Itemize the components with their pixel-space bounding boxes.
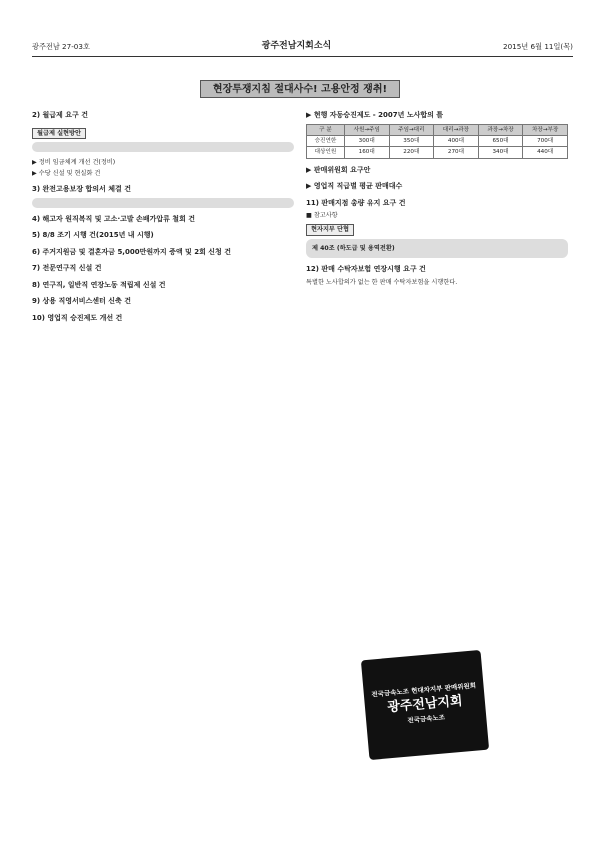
- table-cell: 650대: [478, 135, 523, 146]
- table-cell: 700대: [523, 135, 568, 146]
- table-header-cell: 과장→차장: [478, 124, 523, 135]
- section-4-heading: 4) 해고자 원직복직 및 고소·고발 손배가압류 철회 건: [32, 214, 196, 223]
- monthly-pay-box: [32, 142, 294, 152]
- newsletter-title: 광주전남지회소식: [261, 41, 332, 52]
- section-10-heading: 10) 영업직 승진제도 개선 건: [32, 313, 123, 322]
- masthead: [32, 40, 573, 54]
- section-5-heading: 5) 8/8 조기 시행 건(2015년 내 시행): [32, 231, 154, 240]
- section-12-heading: 12) 판매 수탁자보험 연장시행 요구 건: [306, 265, 426, 274]
- headline-banner: 현장투쟁지침 절대사수! 고용안정 쟁취!: [200, 80, 400, 98]
- table3-heading: ▶ 영업직 직급별 평균 판매대수: [306, 182, 403, 191]
- table-header-cell: 대리→과장: [434, 124, 479, 135]
- table-cell: 350대: [389, 135, 434, 146]
- union-agreement-tag: 현자지부 단협: [306, 224, 354, 235]
- table-row: [307, 135, 568, 146]
- table-cell: 300대: [344, 135, 389, 146]
- article-40-title: 제 40조 (하도급 및 용역전환): [312, 244, 395, 252]
- bullet-maintenance-pay: ▶ 정비 임금체계 개선 건(정비): [32, 158, 116, 166]
- table-row: [307, 147, 568, 158]
- promotion-table: [306, 124, 568, 159]
- left-column: [32, 104, 294, 326]
- table-header-cell: 구 분: [307, 124, 345, 135]
- table-header-cell: 차장→부장: [523, 124, 568, 135]
- section-7-heading: 7) 전문연구직 신설 건: [32, 264, 102, 273]
- bullet-allowance: ▶ 수당 신설 및 현실화 건: [32, 170, 101, 178]
- logo-bottom-text: 전국금속노조: [407, 713, 446, 725]
- logo-top-text: 전국금속노조 현대차지부 판매위원회: [371, 680, 477, 699]
- right-column: [306, 104, 568, 291]
- table-header-cell: 사원→주임: [344, 124, 389, 135]
- table-cell: 220대: [389, 147, 434, 158]
- table-cell: 대상인원: [307, 147, 345, 158]
- section-11-heading: 11) 판매지점 총량 유지 요구 건: [306, 198, 406, 207]
- agreement-box: [306, 239, 568, 258]
- section-9-heading: 9) 상용 직영서비스센터 신축 건: [32, 297, 131, 306]
- employment-box: [32, 198, 294, 208]
- monthly-pay-tag: 월급제 실현방안: [32, 128, 86, 139]
- table1-heading: ▶ 현행 자동승진제도 - 2007년 노사합의 틀: [306, 111, 444, 119]
- section-2-heading: 2) 월급제 요구 건: [32, 111, 88, 119]
- section-12-body: 특별한 노사합의가 없는 한 판매 수탁자보험을 시행한다.: [306, 278, 458, 286]
- union-flag-logo: [361, 650, 489, 760]
- table-cell: 승진연한: [307, 135, 345, 146]
- table-header-cell: 주임→대리: [389, 124, 434, 135]
- section-8-heading: 8) 연구직, 일반직 연장노동 적립제 신설 건: [32, 280, 166, 289]
- section-6-heading: 6) 주거지원금 및 결혼자금 5,000만원까지 증액 및 2회 신청 건: [32, 247, 232, 256]
- header-rule: [32, 56, 573, 57]
- table-cell: 440대: [523, 147, 568, 158]
- section-3-heading: 3) 완전고용보장 합의서 체결 건: [32, 185, 131, 194]
- table-cell: 400대: [434, 135, 479, 146]
- reference-heading: ■ 참고사항: [306, 212, 338, 220]
- issue-number: 광주전남 27-03호: [32, 41, 90, 51]
- sales-committee-heading: ▶ 판매위원회 요구안: [306, 165, 371, 174]
- issue-date: 2015년 6월 11일(목): [503, 41, 573, 51]
- logo-main-text: 광주전남지회: [386, 693, 464, 716]
- table-cell: 160대: [344, 147, 389, 158]
- table-cell: 270대: [434, 147, 479, 158]
- table-cell: 340대: [478, 147, 523, 158]
